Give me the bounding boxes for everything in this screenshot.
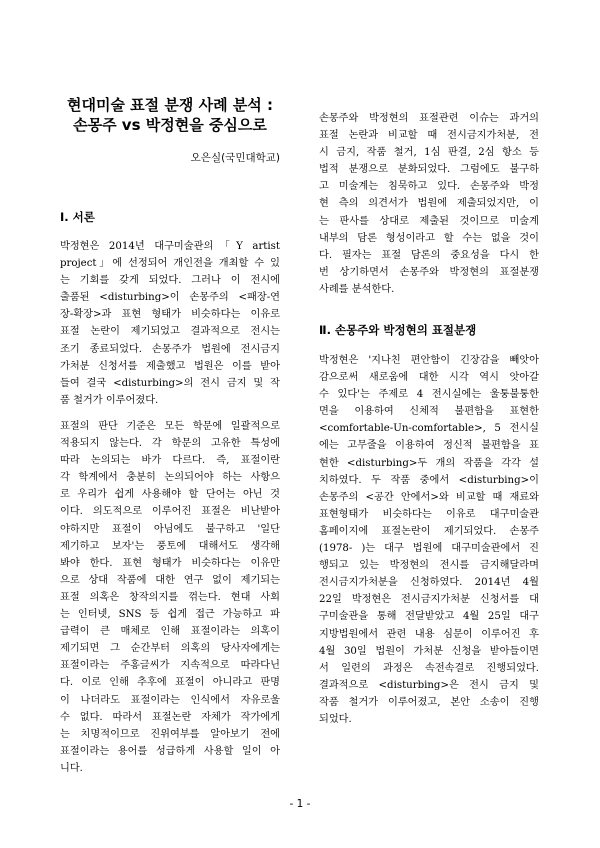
text-line: 박정현은 2014년 대구미술관의「Y artist [60, 241, 280, 252]
text-line: 지방법원에서 관련 내용 심문이 이루어진 후 [319, 628, 539, 640]
text-line: 다. 필자는 표절 담론의 중요성을 다시 한 [319, 249, 539, 261]
text-line: 감으로써 새로움에 대한 시각 역시 앗아갈 [319, 372, 539, 384]
text-line: 급력이 큰 매체로 인해 표절이라는 의혹이 [60, 626, 280, 638]
text-line: 시 금지, 작품 철거, 1심 판결, 2심 항소 등 [319, 147, 539, 159]
intro-paragraph-3 [319, 110, 539, 298]
title-line-1: 현대미술 표절 분쟁 사례 분석 : [67, 96, 273, 114]
text-line: 홈페이지에 표절논란이 제기되었다. 손몽주 [319, 525, 539, 537]
text-line: 는 기회를 갖게 되었다. 그러나 이 전시에 [60, 275, 280, 287]
text-line: 표절이라는 주홍글씨가 지속적으로 따라다닌 [60, 660, 280, 672]
section-heading-dispute: Ⅱ. 손몽주와 박정현의 표절분쟁 [319, 323, 477, 337]
page-number: - 1 - [289, 798, 311, 810]
text-line: 현 측의 의견서가 법원에 제출되었지만, 이 [319, 198, 539, 210]
text-line: 면을 이용하여 신체적 불편함을 표현한 [319, 406, 539, 418]
text-line: 수 있다'는 주제로 4 전시실에는 울퉁불퉁한 [319, 389, 539, 401]
text-line: 출품된 <disturbing>이 손몽주의 <패장-연 [60, 292, 280, 304]
text-line: 적용되지 않는다. 각 학문의 고유한 특성에 [60, 438, 280, 450]
text-line: 조기 종료되었다. 손몽주가 법원에 전시금지 [60, 343, 280, 355]
text-line: (1978- )는 대구 법원에 대구미술관에서 진 [319, 543, 539, 555]
text-line: 는 치명적이므로 진위여부를 알아보기 전에 [60, 728, 280, 740]
text-line: 로 우리가 쉽게 사용해야 할 단어는 아닌 것 [60, 489, 280, 501]
text-line: 사례를 분석한다. [319, 283, 395, 295]
text-line: 표절 논란이 제기되었고 결과적으로 전시는 [60, 326, 280, 338]
text-line: 표절 의혹은 창작의지를 꺾는다. 현대 사회 [60, 591, 280, 603]
text-line: 는 판사를 상대로 제출된 것이므로 미술계 [319, 215, 539, 227]
text-line: 법적 분쟁으로 분화되었다. 그럼에도 불구하 [319, 164, 539, 176]
text-line: 다. 이로 인해 추후에 표절이 아니라고 판명 [60, 677, 280, 689]
text-line: 결과적으로 <disturbing>은 전시 금지 및 [319, 679, 539, 691]
text-line: 니다. [60, 762, 83, 774]
text-line: 표현형태가 비슷하다는 이유로 대구미술관 [319, 508, 539, 520]
text-line: 따라 논의되는 바가 다르다. 즉, 표절이란 [60, 455, 280, 467]
text-line: 표절의 판단 기준은 모든 학문에 일괄적으로 [60, 421, 280, 432]
text-line: 행되고 있는 박정현의 전시를 금지해달라며 [319, 560, 539, 572]
text-line: 작품 철거가 이루어졌고, 본안 소송이 진행 [319, 696, 539, 708]
text-line: 번 상기하면서 손몽주와 박정현의 표절분쟁 [319, 266, 539, 278]
text-line: 표절이라는 용어를 성급하게 사용할 일이 아 [60, 745, 280, 757]
text-line: 되었다. [319, 713, 352, 725]
text-line: 이 나더라도 표절이라는 인식에서 자유로울 [60, 694, 280, 706]
text-line: 이다. 의도적으로 이루어진 표절은 비난받아 [60, 506, 280, 518]
text-line: 들여 결국 <disturbing>의 전시 금지 및 작 [60, 377, 280, 389]
author-affiliation: 오은실(국민대학교) [190, 152, 280, 164]
text-line: 야하지만 표절이 아님에도 불구하고 '일단 [60, 523, 280, 535]
text-line: 장-확장>과 표현 형태가 비슷하다는 이유로 [60, 309, 280, 321]
text-line: 봐야 한다. 표현 형태가 비슷하다는 이유만 [60, 557, 280, 569]
paper-title [60, 95, 280, 135]
dispute-paragraph-1 [319, 352, 539, 728]
text-line: 제기되면 그 순간부터 의혹의 당사자에게는 [60, 643, 280, 655]
text-line: 제기하고 보자'는 풍토에 대해서도 생각해 [60, 540, 280, 552]
text-line: 가처분 신청서를 제출했고 법원은 이를 받아 [60, 360, 280, 372]
intro-paragraph-2 [60, 418, 280, 777]
text-line: 구미술관을 통해 전달받았고 4월 25일 대구 [319, 611, 539, 623]
text-line: 치하였다. 두 작품 중에서 <disturbing>이 [319, 474, 539, 486]
text-line: 으로 상대 작품에 대한 연구 없이 제기되는 [60, 574, 280, 586]
text-line: 품 철거가 이루어졌다. [60, 394, 159, 406]
text-line: <comfortable-Un-comfortable>, 5 전시실 [319, 423, 539, 435]
text-line: 현한 <disturbing>두 개의 작품을 각각 설 [319, 457, 539, 469]
text-line: 박정현은 '지나친 편안함이 긴장감을 빼앗아 [319, 355, 539, 366]
text-line: 고 미술계는 침묵하고 있다. 손몽주와 박정 [319, 181, 539, 193]
text-line: 서 일련의 과정은 속전속결로 진행되었다. [319, 662, 539, 674]
text-line: 손몽주와 박정현의 표절관련 이슈는 과거의 [319, 113, 539, 124]
text-line: 는 인터넷, SNS 등 쉽게 접근 가능하고 파 [60, 609, 280, 621]
text-line: 22일 박정현은 전시금지가처분 신청서를 대 [319, 594, 539, 606]
text-line: 에는 고무줄을 이용하여 정신적 불편함을 표 [319, 440, 539, 452]
intro-paragraph-1 [60, 238, 280, 409]
text-line: 표절 논란과 비교할 때 전시금지가처분, 전 [319, 130, 539, 142]
text-line: 수 없다. 따라서 표절논란 자체가 작가에게 [60, 711, 280, 723]
text-line: 전시금지가처분을 신청하였다. 2014년 4월 [319, 577, 539, 589]
text-line: 각 학계에서 충분히 논의되어야 하는 사항으 [60, 472, 280, 484]
text-line: project」에 선정되어 개인전을 개최할 수 있 [60, 258, 280, 270]
text-line: 4월 30일 법원이 가처분 신청을 받아들이면 [319, 645, 539, 657]
title-line-2: 손몽주 vs 박정현을 중심으로 [73, 116, 267, 134]
text-line: 손몽주의 <공간 안에서>와 비교할 때 재료와 [319, 491, 539, 503]
section-heading-intro: Ⅰ. 서론 [60, 210, 95, 224]
text-line: 내부의 담론 형성이라고 할 수는 없을 것이 [319, 232, 539, 244]
